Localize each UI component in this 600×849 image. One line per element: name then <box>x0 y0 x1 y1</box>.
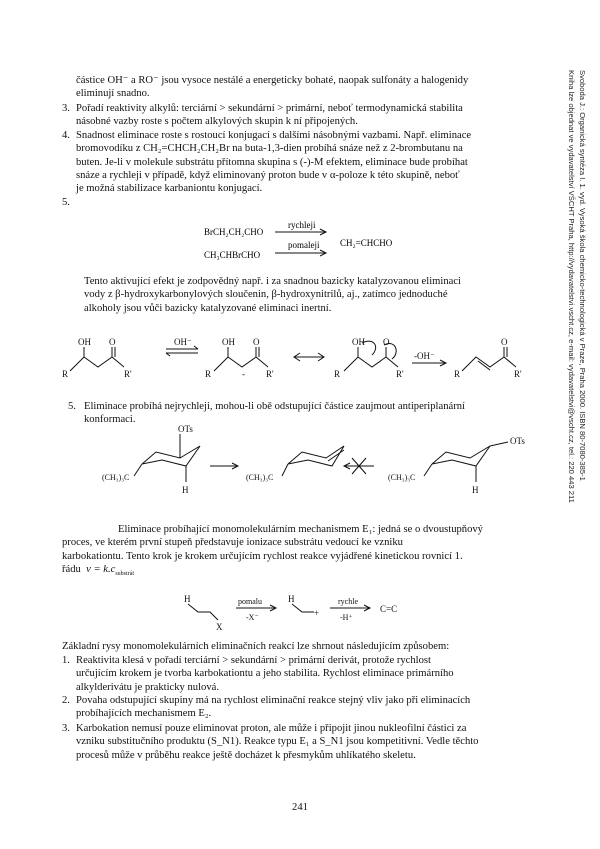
list-number: 4. <box>62 130 70 141</box>
text-line: konformaci. <box>84 414 136 426</box>
paragraph-e1 <box>62 523 530 581</box>
text-line: alkoholy jsou vůči bazicky katalyzované eliminaci inertní. <box>84 302 332 314</box>
label-o: O <box>383 337 390 347</box>
list-number: 3. <box>62 723 70 734</box>
label-o: O <box>253 337 260 347</box>
text-line: Pořadí reaktivity alkylů: terciární > sekundární > primární, neboť termodynamická stabilita <box>76 103 463 114</box>
side-citation <box>548 70 588 770</box>
label-plus: + <box>314 608 320 618</box>
text-line: probíhajících mechanismem E₂. <box>76 708 212 720</box>
label-oh: OH <box>78 337 91 347</box>
label-oh: OH <box>222 337 235 347</box>
text-line: určujícím krokem je tvorba karbokationtu a jeho stabilita. Rychlost eliminace primárního <box>76 668 454 680</box>
text-line: eliminují snadno. <box>76 88 150 100</box>
label-slow: pomalu <box>238 597 262 606</box>
text-line: alkylderivátu je prakticky nulová. <box>76 681 219 693</box>
product-acrolein: CH₂=CHCHO <box>340 238 393 248</box>
label-fast: rychle <box>338 597 358 606</box>
product-alkene: C=C <box>380 604 398 614</box>
citation-line-2: Kniha lze objednat ve vydavatelství VŠCHT Praha, http://vydavatelstvi.vscht.cz, e-mail: vydavatelstvi@vscht.cz, tel.: 220 443 211 <box>567 70 576 503</box>
page-number: 241 <box>292 802 308 813</box>
rate-equation-subscript: substrát <box>115 571 134 577</box>
text-line: je možná stabilizace karbaniontu konjugací. <box>76 183 263 195</box>
label-rprime: R' <box>124 369 132 379</box>
list-item <box>76 722 530 762</box>
paragraph <box>84 275 530 315</box>
text-line: vzniku substitučního produktu (S_N1). Reakce typu E₁ a S_N1 jsou kompetitivní. Vedle těchto <box>76 736 479 748</box>
list-number: 3. <box>62 103 70 114</box>
label-ots: OTs <box>510 436 525 446</box>
label-o: O <box>501 337 508 347</box>
label-h: H <box>182 485 189 495</box>
label-loss-oh: -OH⁻ <box>414 351 435 361</box>
reactant-2: CH₃CHBrCHO <box>204 250 261 260</box>
text-line: Reaktivita klesá v pořadí terciární > sekundární > primární derivát, protože rychlost <box>76 655 431 666</box>
label-loss-x: -X⁻ <box>246 613 259 622</box>
label-h: H <box>184 594 191 604</box>
text-line: procesů může v průběhu reakce ještě docházet k přesmykům uhlíkatého skeletu. <box>76 749 416 761</box>
scheme-e1 <box>180 590 420 632</box>
summary-heading: Základní rysy monomolekulárních eliminačních reakcí lze shrnout následujícím způsobem: <box>62 641 450 652</box>
label-r: R <box>454 369 461 379</box>
label-slower: pomaleji <box>288 240 320 250</box>
text-line: buten. Je-li v molekule substrátu přítomna skupina s (-)-M efektem, eliminace bude probíhat <box>76 156 468 168</box>
label-base: OH⁻ <box>174 337 192 347</box>
text-line: snáze a rychleji v případě, když eliminovaný proton bude v α-poloze k této skupině, neboť <box>76 169 460 181</box>
list-item <box>76 129 530 195</box>
label-o: O <box>109 337 116 347</box>
scheme-aldehyde-elimination <box>190 215 450 263</box>
text-line: Snadnost eliminace roste s rostoucí konjugací s dalšími násobnými vazbami. Např. eliminace <box>76 130 472 141</box>
label-tbu: (CH₃)₃C <box>388 473 416 482</box>
text-line: Karbokation nemusí pouze eliminovat proton, ale může i připojit jinou nukleofilní částici za <box>76 723 467 734</box>
label-loss-h: -H⁺ <box>340 613 353 622</box>
citation-line-1: Svoboda J.: Organická syntéza I. 1. vyd. Vysoká škola chemicko-technologická v Praze, Praha 2000. ISBN 80-7080-385-1 <box>578 70 587 481</box>
label-x: X <box>216 622 223 632</box>
label-h: H <box>472 485 479 495</box>
label-h: H <box>288 594 295 604</box>
list-item <box>76 102 530 129</box>
scheme-cyclohexane-e2 <box>92 420 532 498</box>
text-line: bromovodíku z CH₂=CHCH₂CH₂Br na buta-1,3-dien probíhá snáze než z 2-brombutanu na <box>76 143 463 155</box>
list-number: 5. <box>68 401 76 412</box>
label-ots: OTs <box>178 424 193 434</box>
label-tbu: (CH₃)₃C <box>102 473 130 482</box>
list-item <box>76 694 530 721</box>
label-r: R <box>62 369 69 379</box>
label-tbu: (CH₃)₃C <box>246 473 274 482</box>
text-fragment: řádu <box>62 563 81 575</box>
text-line <box>62 563 530 581</box>
text-line: proces, ve kterém první stupeň představuje ionizace substrátu vedoucí ke vzniku <box>62 537 403 549</box>
scheme-aldol-dehydration <box>62 335 532 385</box>
text-line: Eliminace probíhající monomolekulárním mechanismem E₁: jedná se o dvoustupňový <box>118 524 483 535</box>
text-line: Povaha odstupující skupiny má na rychlost eliminační reakce stejný vliv jako při eliminacích <box>76 695 471 706</box>
text-line: Tento aktivující efekt je zodpovědný např. i za snadnou bazicky katalyzovanou eliminaci <box>84 276 461 287</box>
label-rprime: R' <box>266 369 274 379</box>
text-line: karbokationtu. Tento krok je krokem určujícím rychlost reakce vyjádřené kinetickou rovnicí 1. <box>62 550 463 562</box>
label-rprime: R' <box>514 369 522 379</box>
rate-equation: v = k.c <box>86 563 116 575</box>
list-number: 1. <box>62 655 70 666</box>
label-rprime: R' <box>396 369 404 379</box>
text-line: částice OH⁻ a RO⁻ jsou vysoce nestálé a energeticky bohaté, naopak sulfonáty a halogenidy <box>76 75 469 86</box>
text-line: násobné vazby roste s počtem alkylových skupin k ní připojených. <box>76 116 358 128</box>
text-line: Eliminace probíhá nejrychleji, mohou-li obě odstupující částice zaujmout antiperiplanární <box>84 401 465 412</box>
reactant-1: BrCH₂CH₂CHO <box>204 227 264 237</box>
label-oh: OH <box>352 337 365 347</box>
list-number: 2. <box>62 695 70 706</box>
list-item <box>76 654 530 694</box>
continued-text <box>76 74 530 101</box>
label-r: R <box>334 369 341 379</box>
text-line: vody z β-hydroxykarbonylových sloučenin, β-hydroxynitrilů, aj., zatímco jednoduché <box>84 289 448 301</box>
list-number: 5. <box>62 197 70 208</box>
label-faster: rychleji <box>288 220 316 230</box>
label-r: R <box>205 369 212 379</box>
carbanion-charge: - <box>242 369 245 379</box>
